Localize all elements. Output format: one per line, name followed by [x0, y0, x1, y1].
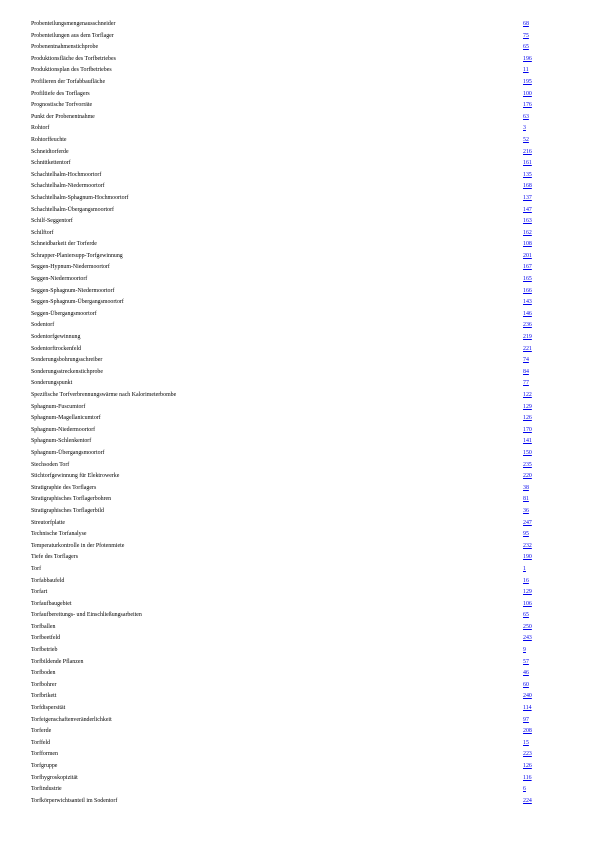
index-term: Rohtorffeuchte — [31, 136, 67, 143]
page-number-link[interactable]: 147 — [523, 206, 532, 213]
index-term: Torfbohrer — [31, 681, 57, 688]
page-number-link[interactable]: 122 — [523, 392, 532, 398]
index-entry — [31, 65, 551, 77]
index-term: Produktionsplan des Torfbetriebes — [31, 67, 112, 74]
index-entry — [31, 367, 551, 379]
index-entry — [31, 390, 551, 402]
index-term: Torfabbaufeld — [31, 577, 65, 584]
index-term: Schachtelhalm-Sphagnum-Hochmoortorf — [31, 194, 129, 201]
page-number-link[interactable]: 100 — [523, 90, 532, 97]
index-entry — [31, 158, 551, 170]
index-term: Torfindustrie — [31, 786, 62, 793]
index-entry — [31, 123, 551, 135]
index-term: Sonderungsstreckenstichprobe — [31, 368, 103, 375]
index-entry — [31, 460, 551, 472]
index-term: Schachtelhalm-Hochmoortorf — [31, 171, 102, 178]
index-entry — [31, 344, 551, 356]
page-number-link[interactable]: 63 — [523, 113, 529, 120]
page-number-link[interactable]: 235 — [523, 461, 532, 468]
page-number-link[interactable]: 216 — [523, 148, 532, 155]
page-number-link[interactable]: 170 — [523, 426, 532, 433]
index-entry — [31, 355, 551, 367]
index-term: Sphagnum-Übergangsmoortorf — [31, 449, 105, 456]
page-number-link[interactable]: 68 — [523, 21, 529, 27]
index-term: Prognostische Torfvorräte — [31, 102, 93, 109]
index-term: Torffeld — [31, 739, 51, 746]
index-entry — [31, 170, 551, 182]
page-number-link[interactable]: 168 — [523, 183, 532, 190]
page-number-link[interactable]: 146 — [523, 310, 532, 317]
index-entry — [31, 715, 551, 727]
index-entry — [31, 622, 551, 634]
index-term: Sodentorf — [31, 322, 55, 329]
page-number-link[interactable]: 219 — [523, 334, 532, 341]
index-term: Tiefe des Torflagers — [31, 554, 79, 561]
index-term: Sonderungspunkt — [31, 380, 73, 387]
index-entry — [31, 309, 551, 321]
index-entry — [31, 181, 551, 193]
page-number-link[interactable]: 176 — [523, 102, 532, 109]
index-term: Seggen-Übergangsmoortorf — [31, 310, 97, 317]
index-entry — [31, 42, 551, 54]
page-number-link[interactable]: 223 — [523, 751, 532, 758]
index-entry — [31, 205, 551, 217]
page-number-link[interactable]: 60 — [523, 681, 529, 688]
index-entry — [31, 332, 551, 344]
index-term: Torfboden — [31, 670, 56, 677]
index-entry — [31, 541, 551, 553]
page-number-link[interactable]: 250 — [523, 623, 532, 630]
page-number-link[interactable]: 15 — [523, 739, 529, 746]
index-entry — [31, 518, 551, 530]
index-entry — [31, 633, 551, 645]
index-term: Produktionsfläche des Torfbetriebes — [31, 55, 116, 62]
index-term: Torfbetrieb — [31, 647, 58, 654]
page-number-link[interactable]: 166 — [523, 287, 532, 294]
page-number-link[interactable]: 135 — [523, 171, 532, 178]
index-entry — [31, 703, 551, 715]
index-entry — [31, 436, 551, 448]
index-term: Schrapper-Planiersupp-Torfgewinnung — [31, 252, 123, 259]
page-number-link[interactable]: 162 — [523, 229, 532, 236]
index-entry — [31, 216, 551, 228]
index-entry — [31, 228, 551, 240]
index-term: Sodentorftrockenfeld — [31, 345, 82, 352]
index-entry — [31, 552, 551, 564]
index-entry — [31, 100, 551, 112]
index-term: Streutorfplatte — [31, 519, 66, 526]
index-entry — [31, 494, 551, 506]
index-entry — [31, 529, 551, 541]
index-entry — [31, 657, 551, 669]
index-entry — [31, 726, 551, 738]
index-term: Torfballen — [31, 623, 56, 630]
index-entry — [31, 135, 551, 147]
index-entry — [31, 262, 551, 274]
index-entry — [31, 402, 551, 414]
index-entry — [31, 680, 551, 692]
index-term: Stratigraphie des Torflagers — [31, 484, 97, 491]
index-term: Schilf-Seggentorf — [31, 218, 73, 225]
index-entry — [31, 645, 551, 657]
page-number-link[interactable]: 97 — [523, 716, 529, 723]
page-number-link[interactable]: 36 — [523, 507, 529, 514]
index-entry — [31, 147, 551, 159]
page-number-link[interactable]: 16 — [523, 577, 529, 584]
index-term: Torfdispersität — [31, 705, 66, 712]
index-entry — [31, 193, 551, 205]
index-term: Sphagnum-Niedermoortorf — [31, 426, 96, 433]
page-number-link[interactable]: 247 — [523, 519, 532, 526]
index-term: Probenteilungsmengenausschneider — [31, 21, 116, 27]
index-entry — [31, 425, 551, 437]
index-entry — [31, 738, 551, 750]
index-entry — [31, 796, 551, 808]
index-entry — [31, 112, 551, 124]
page-number-link[interactable]: 150 — [523, 449, 532, 456]
page-number-link[interactable]: 190 — [523, 554, 532, 561]
page-number-link[interactable]: 95 — [523, 531, 529, 538]
index-term: Stichtorfgewinnung für Elektrowerke — [31, 473, 120, 480]
index-term: Profiltiefe des Torflagers — [31, 90, 90, 97]
page-number-link[interactable]: 77 — [523, 380, 529, 387]
index-term: Probenteilungen aus dem Torflager — [31, 32, 114, 39]
index-term: Spezifische Torfverbrennungswärme nach Kalorimeterbombe — [31, 392, 177, 398]
page-number-link[interactable]: 195 — [523, 78, 532, 85]
index-term: Sphagnum-Fuscumtorf — [31, 403, 86, 410]
index-entry — [31, 471, 551, 483]
page-number-link[interactable]: 208 — [523, 728, 532, 735]
index-entry — [31, 31, 551, 43]
page-number-link[interactable]: 38 — [523, 484, 529, 491]
page-number-link[interactable]: 163 — [523, 218, 532, 225]
index-term: Torfgruppe — [31, 763, 58, 769]
index-term: Rohtorf — [31, 125, 50, 132]
index-entry — [31, 320, 551, 332]
index-term: Seggen-Hypnum-Niedermoortorf — [31, 264, 110, 271]
index-entry — [31, 448, 551, 460]
index-entry — [31, 610, 551, 622]
index-term: Stratigraphisches Torflagerbild — [31, 507, 104, 514]
page-number-link[interactable]: 221 — [523, 345, 532, 352]
page-number-link[interactable]: 52 — [523, 136, 529, 143]
index-entry — [31, 77, 551, 89]
index-term: Probenentnahmenstichprobe — [31, 44, 99, 51]
page-number-link[interactable]: 75 — [523, 32, 529, 39]
page-number-link[interactable]: 46 — [523, 670, 529, 677]
index-list — [31, 19, 551, 807]
page-number-link[interactable]: 6 — [523, 786, 526, 793]
index-entry — [31, 773, 551, 785]
index-term: Schilftorf — [31, 229, 54, 236]
page-number-link[interactable]: 236 — [523, 322, 532, 329]
page-number-link[interactable]: 224 — [523, 797, 532, 804]
index-term: Torfart — [31, 589, 48, 596]
page-number-link[interactable]: 9 — [523, 647, 526, 654]
page-number-link[interactable]: 74 — [523, 357, 529, 364]
index-entry — [31, 599, 551, 611]
index-entry — [31, 761, 551, 773]
page-number-link[interactable]: 165 — [523, 276, 532, 283]
index-term: Seggen-Sphagnum-Niedermoortorf — [31, 287, 115, 294]
page-number-link[interactable]: 116 — [523, 774, 532, 781]
page-number-link[interactable]: 1 — [523, 565, 526, 572]
index-term: Profilieren der Torfabbaufläche — [31, 78, 106, 85]
page-number-link[interactable]: 3 — [523, 125, 526, 132]
index-entry — [31, 54, 551, 66]
page-number-link[interactable]: 161 — [523, 160, 532, 167]
index-entry — [31, 297, 551, 309]
index-term: Torfhygroskopizität — [31, 774, 78, 781]
index-term: Torferde — [31, 728, 52, 735]
index-term: Sodentorfgewinnung — [31, 334, 81, 341]
index-entry — [31, 564, 551, 576]
page-number-link[interactable]: 81 — [523, 496, 529, 503]
index-entry — [31, 251, 551, 263]
index-term: Schnittkettentorf — [31, 160, 71, 167]
page-number-link[interactable]: 243 — [523, 635, 532, 642]
page-number-link[interactable]: 108 — [523, 241, 532, 248]
index-entry — [31, 784, 551, 796]
page-number-link[interactable]: 201 — [523, 252, 532, 259]
page-number-link[interactable]: 129 — [523, 403, 532, 410]
index-term: Sonderungsbohrungsschreiber — [31, 357, 103, 364]
index-entry — [31, 19, 551, 31]
index-entry — [31, 378, 551, 390]
page-number-link[interactable]: 167 — [523, 264, 532, 271]
index-entry — [31, 286, 551, 298]
page-number-link[interactable]: 126 — [523, 763, 532, 769]
index-term: Punkt der Probenentnahme — [31, 113, 95, 120]
index-entry — [31, 413, 551, 425]
page-number-link[interactable]: 196 — [523, 55, 532, 62]
index-entry — [31, 668, 551, 680]
page-number-link[interactable]: 65 — [523, 44, 529, 51]
index-entry — [31, 274, 551, 286]
index-term: Stechsoden Torf — [31, 461, 70, 468]
page-number-link[interactable]: 137 — [523, 194, 532, 201]
index-term: Seggen-Sphagnum-Übergangsmoortorf — [31, 299, 124, 306]
index-term: Torfaufbereitungs- und Einschließungsarbeiten — [31, 612, 142, 619]
index-entry — [31, 483, 551, 495]
index-term: Schneidbarkeit der Torferde — [31, 241, 97, 248]
index-term: Schachtelhalm-Übergangsmoortorf — [31, 206, 114, 213]
index-term: Technische Torfanalyse — [31, 531, 87, 538]
page-number-link[interactable]: 57 — [523, 658, 529, 665]
index-entry — [31, 576, 551, 588]
index-term: Torfbrikett — [31, 693, 57, 700]
page-number-link[interactable]: 143 — [523, 299, 532, 306]
index-term: Torf — [31, 565, 42, 572]
index-term: Torfeigenschaftenveränderlichkeit — [31, 716, 112, 723]
page-number-link[interactable]: 240 — [523, 693, 532, 700]
index-term: Temperaturkontrolle in der Pfotenmiete — [31, 542, 125, 549]
page-number-link[interactable]: 126 — [523, 415, 532, 422]
index-term: Sphagnum-Schlenkentorf — [31, 438, 92, 445]
page-number-link[interactable]: 106 — [523, 600, 532, 607]
index-term: Stratigraphisches Torflagerbohren — [31, 496, 112, 503]
index-entry — [31, 587, 551, 599]
index-entry — [31, 506, 551, 518]
page-number-link[interactable]: 65 — [523, 612, 529, 619]
index-term: Torfformen — [31, 751, 58, 758]
index-term: Torfkörperwichtsanteil im Sodentorf — [31, 797, 118, 804]
page-number-link[interactable]: 11 — [523, 67, 529, 74]
page-number-link[interactable]: 141 — [523, 438, 532, 445]
index-term: Torfbildende Pflanzen — [31, 658, 84, 665]
index-term: Torfbeetfeld — [31, 635, 61, 642]
index-entry — [31, 691, 551, 703]
page-number-link[interactable]: 114 — [523, 705, 532, 712]
index-entry — [31, 89, 551, 101]
page-number-link[interactable]: 232 — [523, 542, 532, 549]
index-term: Seggen-Niedermoortorf — [31, 276, 88, 283]
index-entry — [31, 749, 551, 761]
page-number-link[interactable]: 84 — [523, 368, 529, 375]
page-number-link[interactable]: 129 — [523, 589, 532, 596]
page-number-link[interactable]: 220 — [523, 473, 532, 480]
index-term: Schachtelhalm-Niedermoortorf — [31, 183, 105, 190]
index-entry — [31, 239, 551, 251]
index-term: Schneidtorferde — [31, 148, 69, 155]
index-term: Torfaufbaugebiet — [31, 600, 72, 607]
index-term: Sphagnum-Magellanicumtorf — [31, 415, 101, 422]
